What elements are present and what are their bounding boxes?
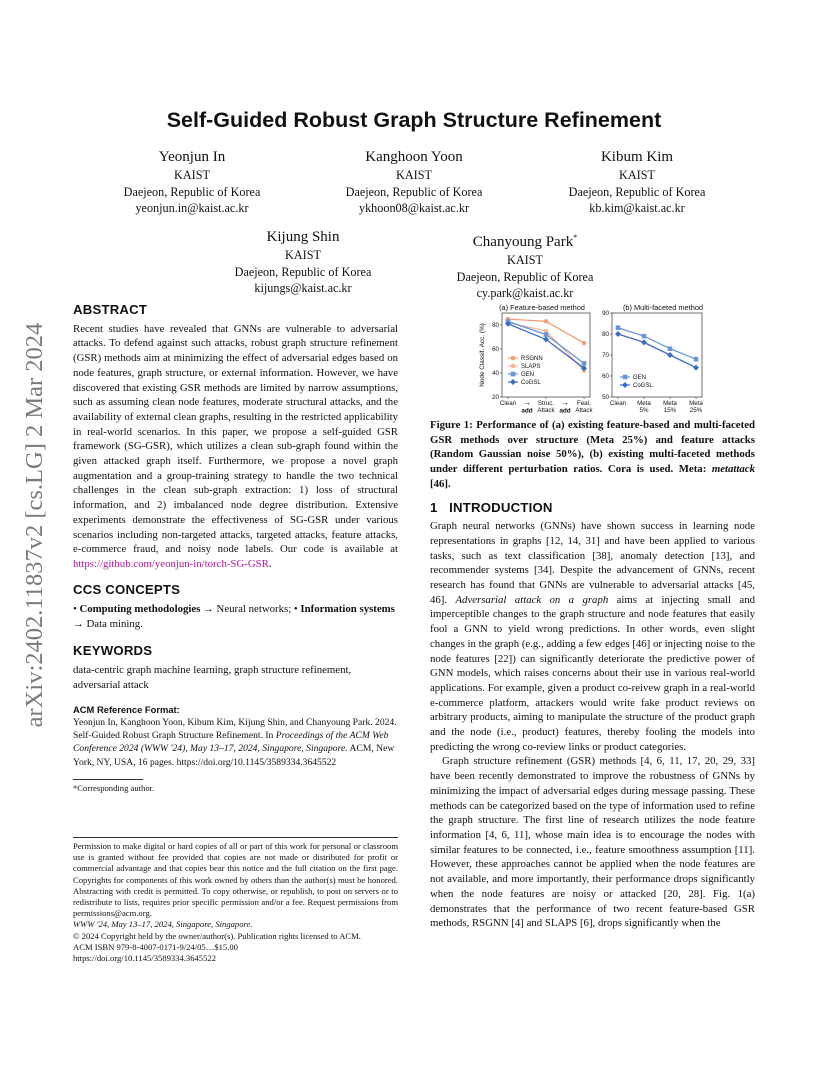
data-point <box>510 379 516 385</box>
keywords-text: data-centric graph machine learning, graph structure refinement, adversarial attack <box>73 664 352 692</box>
author-location: Daejeon, Republic of Korea <box>568 184 706 199</box>
author-email: yeonjun.in@kaist.ac.kr <box>135 201 249 215</box>
author-name: Kibum Kim <box>600 149 674 165</box>
figure-caption: Figure 1: Performance of (a) existing feature-based and multi-faceted GSR methods over structure (Meta 25%) and feature attacks (Random Gaussian noise 50%), (b) existing multi-faceted methods under different perturbation ratios. Cora is used. Meta: metattack [46]. <box>430 419 755 490</box>
author-affiliation: KAIST <box>285 248 321 262</box>
acm-reference <box>73 703 398 769</box>
author-name: Kijung Shin <box>266 229 340 245</box>
author-email: kijungs@kaist.ac.kr <box>254 281 352 295</box>
x-tick-label: Attack <box>537 407 555 414</box>
y-tick-label: 90 <box>602 310 609 318</box>
series-line <box>618 328 696 360</box>
arxiv-sidebar <box>18 290 52 760</box>
paper-title: Self-Guided Robust Graph Structure Refinement <box>166 108 662 132</box>
x-tick-label: Attack <box>575 407 593 414</box>
author-location: Daejeon, Republic of Korea <box>234 264 372 279</box>
x-tick-label: 15% <box>663 407 677 414</box>
y-tick-label: 50 <box>602 394 609 402</box>
figure-1-chart <box>470 300 710 416</box>
data-point <box>623 375 628 380</box>
x-tick-label: Struc. <box>537 400 555 407</box>
x-tick-label: Meta <box>663 400 677 407</box>
ccs-text: • Computing methodologies → Neural networks; • Information systems → Data mining. <box>73 603 395 631</box>
x-tick-label: 5% <box>639 407 649 414</box>
permission-divider <box>73 837 398 838</box>
x-tick-label: Clean <box>499 400 517 407</box>
x-tick-label: Meta <box>689 400 703 407</box>
corresponding-mark: * <box>573 233 578 242</box>
y-tick-label: 80 <box>602 331 609 339</box>
keywords-heading: KEYWORDS <box>73 642 153 658</box>
legend-label: GEN <box>521 372 535 379</box>
acm-reference-heading: ACM Reference Format: <box>73 703 180 715</box>
y-tick-label: 60 <box>492 346 499 354</box>
arxiv-id: arXiv:2402.11837v2 [cs.LG] 2 Mar 2024 <box>21 322 48 728</box>
data-point <box>694 357 699 362</box>
data-point <box>582 341 587 346</box>
data-point <box>642 334 647 339</box>
data-point <box>667 352 673 358</box>
data-point <box>616 325 621 330</box>
code-link[interactable]: https://github.com/yeonjun-in/torch-SG-GSR <box>73 557 269 570</box>
author-block <box>415 228 635 302</box>
author-location: Daejeon, Republic of Korea <box>456 269 594 284</box>
y-axis-label: Node Classif. Acc. (%) <box>479 323 486 387</box>
author-affiliation: KAIST <box>619 168 655 182</box>
y-tick-label: 60 <box>602 373 609 381</box>
legend-label: CoGSL <box>633 383 653 390</box>
intro-heading: 1 INTRODUCTION <box>430 499 553 515</box>
footnote: *Corresponding author. <box>73 782 155 793</box>
author-block <box>193 228 413 297</box>
abstract-text: Recent studies have revealed that GNNs are vulnerable to adversarial attacks. To defend against such attacks, robust graph structure refinement (GSR) methods aim at minimizing the effect of adversarial edges based on node features, graph structure, or external information. However, we have discovered that existing GSR methods are limited by narrow assumptions, such as assuming clean node features, moderate structural attacks, and the availability of external clean graphs, resulting in the restricted applicability in real-world scenarios. In this paper, we propose a self-guided GSR framework (SG-GSR), which utilizes a clean sub-graph found within the given attacked graph itself. Furthermore, we propose a novel graph augmentation and a group-training strategy to handle the two technical challenges in the clean sub-graph extraction: 1) loss of structural information, and 2) imbalanced node degree distribution. Extensive experiments demonstrate the effectiveness of SG-GSR under various scenarios including non-targeted attacks, targeted attacks, feature attacks, e-commerce fraud, and noisy node labels. Our code is available at https://github.com/yeonjun-in/torch-SG-GSR. <box>73 322 398 570</box>
series-line <box>618 334 696 368</box>
author-location: Daejeon, Republic of Korea <box>345 184 483 199</box>
author-location: Daejeon, Republic of Korea <box>123 184 261 199</box>
y-tick-label: 40 <box>492 370 499 378</box>
data-point <box>582 361 587 366</box>
x-tick-label: Clean <box>609 400 627 407</box>
author-name: Yeonjun In <box>158 149 226 165</box>
x-tick-label: Feat. <box>576 400 592 407</box>
author-name: Kanghoon Yoon <box>365 149 463 165</box>
data-point <box>668 346 673 351</box>
chart-title: (b) Multi-faceted method <box>622 303 704 312</box>
abstract-heading: ABSTRACT <box>73 302 148 317</box>
arrow-label: add <box>521 407 533 415</box>
data-point <box>511 364 516 369</box>
venue-text: WWW '24, May 13–17, 2024, Singapore, Singapore. <box>73 919 253 930</box>
legend-label: CoGSL <box>521 380 541 387</box>
author-affiliation: KAIST <box>396 168 432 182</box>
author-name: Chanyoung Park* <box>472 233 578 250</box>
author-email: ykhoon08@kaist.ac.kr <box>358 201 470 215</box>
data-point <box>511 372 516 377</box>
author-block <box>304 148 524 217</box>
data-point <box>544 319 549 324</box>
footnote-divider <box>73 779 143 780</box>
ccs-heading: CCS CONCEPTS <box>73 581 181 597</box>
data-point <box>641 339 647 345</box>
y-tick-label: 80 <box>492 322 499 330</box>
author-block <box>82 148 302 217</box>
isbn-text: ACM ISBN 979-8-4007-0171-9/24/05…$15.00 <box>73 941 238 952</box>
plot-frame <box>502 313 590 397</box>
legend-label: SLAPS <box>521 364 541 371</box>
doi-text: https://doi.org/10.1145/3589334.3645522 <box>73 953 216 964</box>
data-point <box>693 365 699 371</box>
arrow-glyph: → <box>523 398 531 407</box>
y-tick-label: 20 <box>492 394 499 402</box>
permission-text: Permission to make digital or hard copies of all or part of this work for personal or classroom use is granted without fee provided that copies are not made or distributed for profit or commercial advantage and that copies bear this notice and the full citation on the first page. Copyrights for components of this work owned by others than the author(s) must be honored. Abstracting with credit is permitted. To copy otherwise, or republish, to post on servers or to redistribute to lists, requires prior specific permission and/or a fee. Request permissions from permissions@acm.org. <box>73 841 398 919</box>
x-tick-label: Meta <box>637 400 651 407</box>
intro-paragraph-1: Graph neural networks (GNNs) have shown success in learning node representations in graphs [12, 14, 31] and have been applied to various tasks, such as text classification [38], anomaly detection [13], and recommender systems [34]. Despite the advancement of GNNs, recent research has found that GNNs are vulnerable to adversarial attacks [45, 46]. Adversarial attack on a graph aims at injecting small and imperceptible changes to the graph structure and node features that easily fool a GNN to yield wrong predictions. In other words, even slight changes in the graph (e.g., adding a few edges [46] or injecting noise to the node features [22]) can significantly deteriorate the predictive power of GNN models, which raises concerns about their use in various real-world applications. For example, given a product co-reivew graph in a real-world e-commerce platform, attackers would write fake product reviews on arbitrary products, aiming to manipulate the structure of the product graph and the node (i.e., product) features, thereby fooling the models into predicting the wrong co-review links or product categories. <box>430 520 755 753</box>
y-tick-label: 70 <box>602 352 609 360</box>
x-tick-label: 25% <box>689 407 703 414</box>
copyright-text: © 2024 Copyright held by the owner/author(s). Publication rights licensed to ACM. <box>73 930 361 941</box>
author-block <box>527 148 747 217</box>
right-column <box>430 418 755 931</box>
acm-reference-text: Yeonjun In, Kanghoon Yoon, Kibum Kim, Kijung Shin, and Chanyoung Park. 2024. Self-Guided Robust Graph Structure Refinement. In Proceedings of the ACM Web Conference 2024 (WWW '24), May 13–17, 2024, Singapore, Singapore. ACM, New York, NY, USA, 16 pages. https://doi.org/10.1145/3589334.3645522 <box>73 717 397 768</box>
author-email: kb.kim@kaist.ac.kr <box>589 201 685 215</box>
left-column <box>73 303 398 794</box>
chart-title: (a) Feature-based method <box>499 303 585 312</box>
author-affiliation: KAIST <box>174 168 210 182</box>
legend-label: RSGNN <box>521 356 543 363</box>
author-affiliation: KAIST <box>507 253 543 267</box>
data-point <box>615 331 621 337</box>
data-point <box>622 382 628 388</box>
data-point <box>544 332 549 337</box>
author-email: cy.park@kaist.ac.kr <box>476 286 574 300</box>
legend-label: GEN <box>633 375 647 382</box>
data-point <box>511 356 516 361</box>
arrow-glyph: → <box>561 398 569 407</box>
permission-block <box>73 837 398 964</box>
intro-paragraph-2: Graph structure refinement (GSR) methods [4, 6, 11, 17, 20, 29, 33] have been recently demonstrated to improve the robustness of GNNs by minimizing the impact of adversarial edges during message passing. These methods can be categorized based on the type of information used to refine the graph structure. The first line of research utilizes the node feature information [4, 6, 11], whose main idea is to encourage the nodes with similar features to be connected, i.e., feature smoothness assumption [11]. However, these approaches cannot be applied when the node features are not available, and more importantly, their performance drops significantly when the node features are noisy or attacked [20, 28]. Fig. 1(a) demonstrates that the performance of two recent feature-based GSR methods, RSGNN [4] and SLAPS [6], drops significantly when the <box>430 755 755 930</box>
arrow-label: add <box>559 407 571 415</box>
